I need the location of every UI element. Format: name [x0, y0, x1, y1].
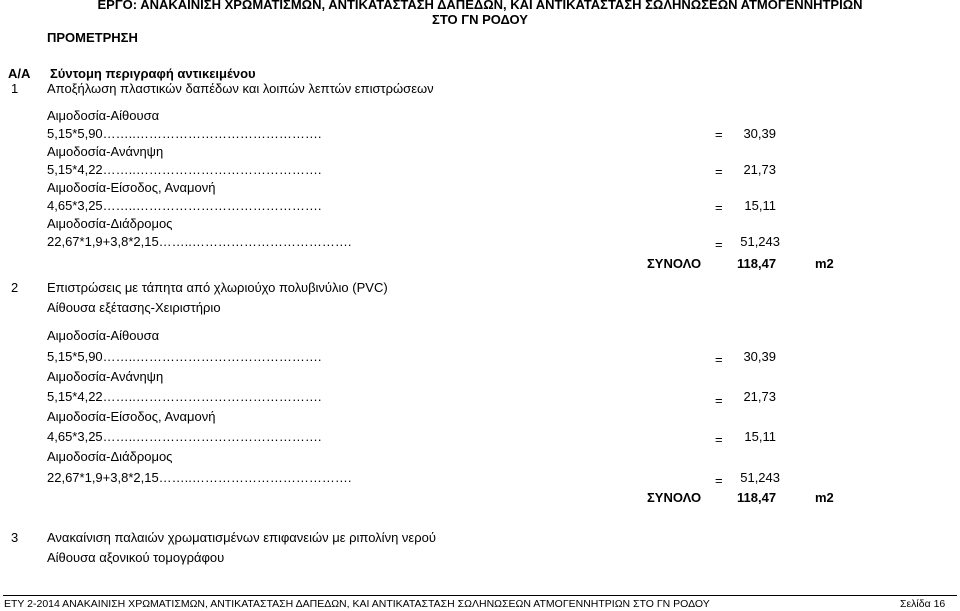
document-title-line2: ΣΤΟ ΓΝ ΡΟΔΟΥ — [432, 12, 528, 27]
row-label: Αιμοδοσία-Αίθουσα — [47, 328, 160, 343]
row-formula: 5,15*4,22……..……………………………………. — [47, 389, 322, 404]
footer-text: ΕΤΥ 2-2014 ΑΝΑΚΑΙΝΙΣΗ ΧΡΩΜΑΤΙΣΜΩΝ, ΑΝΤΙΚΑΤΑΣΤΑΣΗ ΔΑΠΕΔΩΝ, ΚΑΙ ΑΝΤΙΚΑΤΑΣΤΑΣΗ ΣΩΛΗΝΩΣΕΩΝ ΑΤΜΟΓΕΝΝΗΤΡΙΩΝ ΣΤΟ ΓΝ ΡΟΔΟΥ — [4, 598, 710, 610]
row-equals: = — [715, 127, 723, 142]
row-equals: = — [715, 200, 723, 215]
total-value: 118,47 — [737, 490, 777, 505]
row-equals: = — [715, 432, 723, 447]
row-equals: = — [715, 164, 723, 179]
row-equals: = — [715, 393, 723, 408]
row-label: Αιμοδοσία-Αίθουσα — [47, 108, 160, 123]
row-label: Αιμοδοσία-Είσοδος, Αναμονή — [47, 409, 216, 424]
item-number: 1 — [11, 81, 19, 96]
row-formula: 4,65*3,25……..……………………………………. — [47, 429, 322, 444]
total-label: ΣΥΝΟΛΟ — [647, 490, 702, 505]
column-aa-header: Α/Α — [8, 66, 31, 81]
column-description-header: Σύντομη περιγραφή αντικειμένου — [50, 66, 256, 81]
total-value: 118,47 — [737, 256, 777, 271]
row-label: Αιμοδοσία-Ανάνηψη — [47, 144, 164, 159]
total-unit: m2 — [815, 490, 834, 505]
row-value: 21,73 — [743, 162, 776, 177]
row-label: Αιμοδοσία-Διάδρομος — [47, 449, 173, 464]
document-title-line1: ΕΡΓΟ: ΑΝΑΚΑΙΝΙΣΗ ΧΡΩΜΑΤΙΣΜΩΝ, ΑΝΤΙΚΑΤΑΣΤΑΣΗ ΔΑΠΕΔΩΝ, ΚΑΙ ΑΝΤΙΚΑΤΑΣΤΑΣΗ ΣΩΛΗΝΩΣΕΩΝ ΑΤΜΟΓΕΝΝΗΤΡΙΩΝ — [97, 0, 863, 12]
item-number: 2 — [11, 280, 19, 295]
row-formula: 22,67*1,9+3,8*2,15……..………………………………. — [47, 470, 352, 485]
row-equals: = — [715, 473, 723, 488]
row-value: 30,39 — [743, 349, 776, 364]
row-formula: 5,15*5,90……..……………………………………. — [47, 126, 322, 141]
row-formula: 22,67*1,9+3,8*2,15……..………………………………. — [47, 234, 352, 249]
row-label: Αιμοδοσία-Είσοδος, Αναμονή — [47, 180, 216, 195]
row-equals: = — [715, 352, 723, 367]
item-number: 3 — [11, 530, 19, 545]
row-equals: = — [715, 237, 723, 252]
document-subtitle: ΠΡΟΜΕΤΡΗΣΗ — [47, 30, 138, 45]
row-formula: 4,65*3,25……..……………………………………. — [47, 198, 322, 213]
row-formula: 5,15*5,90……..……………………………………. — [47, 349, 322, 364]
total-label: ΣΥΝΟΛΟ — [647, 256, 702, 271]
row-value: 30,39 — [743, 126, 776, 141]
row-label: Αιμοδοσία-Διάδρομος — [47, 216, 173, 231]
item-subtitle: Αίθουσα εξέτασης-Χειριστήριο — [47, 300, 221, 315]
item-title: Αποξήλωση πλαστικών δαπέδων και λοιπών λεπτών επιστρώσεων — [47, 81, 434, 96]
item-title: Ανακαίνιση παλαιών χρωματισμένων επιφανειών με ριπολίνη νερού — [47, 530, 436, 545]
footer-divider — [3, 595, 957, 596]
row-label: Αιμοδοσία-Ανάνηψη — [47, 369, 164, 384]
row-value: 51,243 — [740, 234, 780, 249]
item-title: Επιστρώσεις με τάπητα από χλωριούχο πολυβινύλιο (PVC) — [47, 280, 388, 295]
row-formula: 5,15*4,22……..……………………………………. — [47, 162, 322, 177]
total-unit: m2 — [815, 256, 834, 271]
row-value: 21,73 — [743, 389, 776, 404]
page-number: Σελίδα 16 — [900, 598, 946, 610]
row-value: 15,11 — [744, 198, 776, 213]
item-subtitle: Αίθουσα αξονικού τομογράφου — [47, 550, 225, 565]
row-value: 15,11 — [744, 429, 776, 444]
row-value: 51,243 — [740, 470, 780, 485]
